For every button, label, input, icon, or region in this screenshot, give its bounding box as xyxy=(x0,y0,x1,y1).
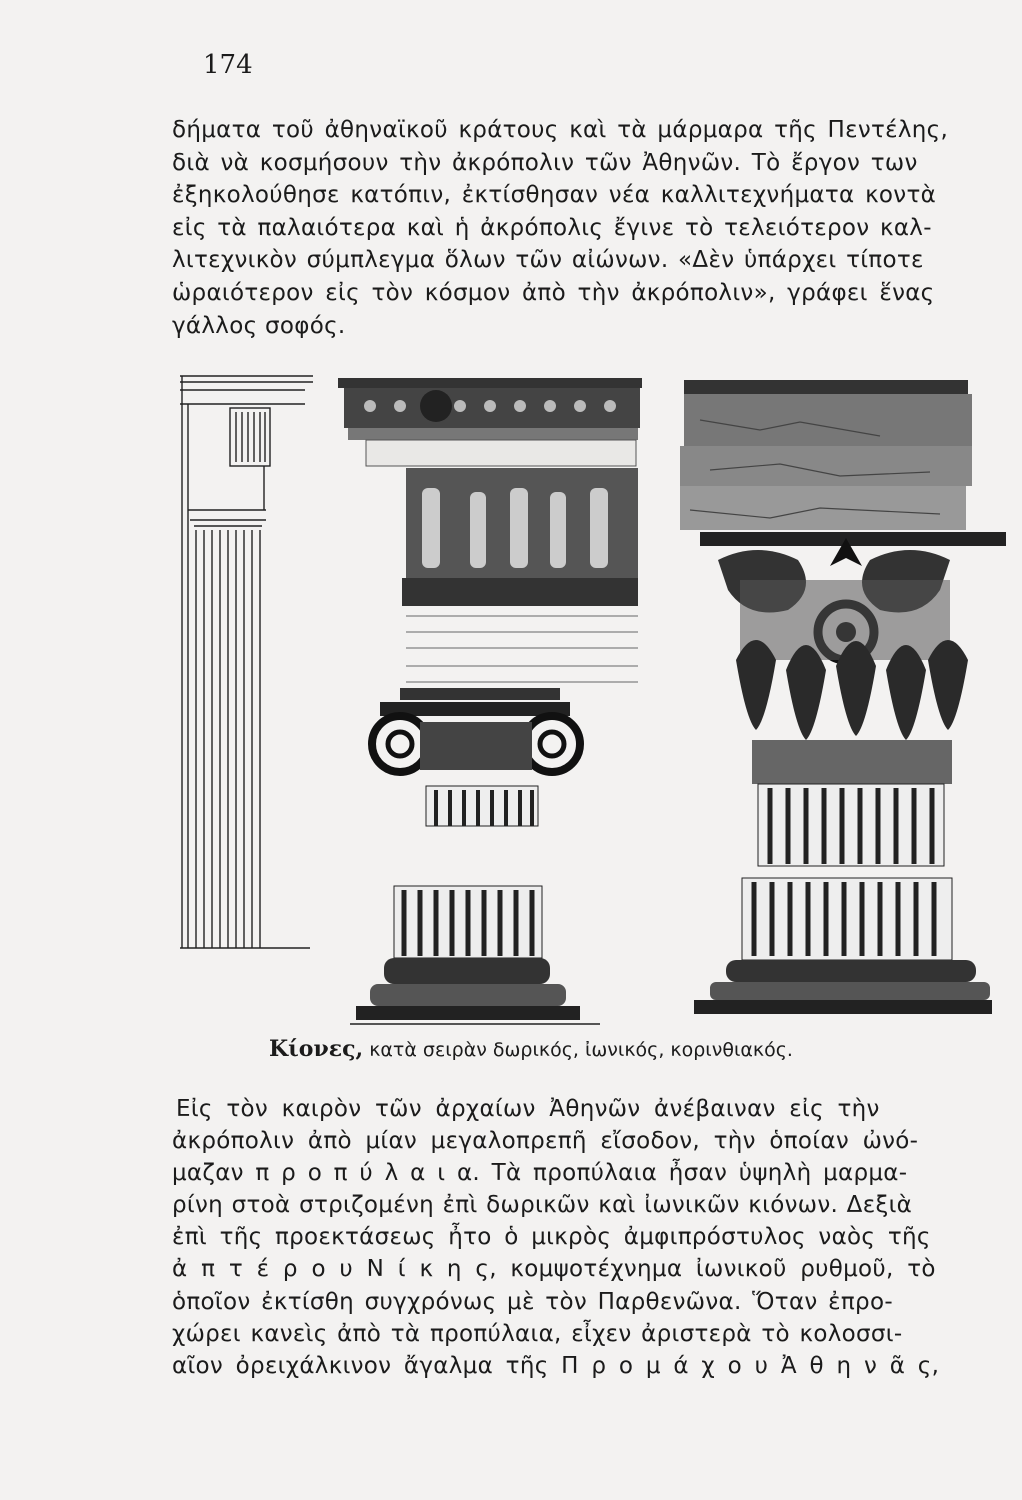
caption-title: Κίονες, xyxy=(269,1036,364,1062)
corinthian-column-illustration xyxy=(680,380,1006,1014)
text-line: αῖον ὀρειχάλκινον ἄγαλμα τῆς Π ρ ο μ ά χ ο υ Ἀ θ η ν ᾶ ς, xyxy=(172,1352,940,1379)
figure-caption xyxy=(269,1036,793,1062)
caption-text: κατὰ σειρὰν δωρικός, ἰωνικός, κορινθιακός. xyxy=(369,1039,793,1061)
top-paragraph xyxy=(172,114,990,342)
text-line: ρίνη στοὰ στριζομένη ἐπὶ δωρικῶν καὶ ἰωνικῶν κιόνων. Δεξιὰ xyxy=(172,1192,913,1219)
page-number: 174 xyxy=(203,50,253,80)
text-line: μαζαν π ρ ο π ύ λ α ι α. Τὰ προπύλαια ἦσαν ὑψηλὴ μαρμα- xyxy=(172,1160,908,1187)
text-line: χώρει κανεὶς ἀπὸ τὰ προπύλαια, εἶχεν ἀριστερὰ τὸ κολοσσι- xyxy=(172,1320,903,1347)
text-line: ἐπὶ τῆς προεκτάσεως ἦτο ὁ μικρὸς ἀμφιπρόστυλος ναὸς τῆς xyxy=(172,1224,931,1251)
text-line: ἀκρόπολιν ἀπὸ μίαν μεγαλοπρεπῆ εἴσοδον, τὴν ὁποίαν ὠνό- xyxy=(172,1128,919,1155)
text-line: δήματα τοῦ ἀθηναϊκοῦ κράτους καὶ τὰ μάρμαρα τῆς Πεντέλης, xyxy=(172,117,949,143)
bottom-paragraph xyxy=(172,1093,990,1382)
text-line: εἰς τὰ παλαιότερα καὶ ἡ ἀκρόπολις ἔγινε τὸ τελειότερον καλ- xyxy=(172,214,932,241)
text-line: Εἰς τὸν καιρὸν τῶν ἀρχαίων Ἀθηνῶν ἀνέβαιναν εἰς τὴν xyxy=(176,1096,880,1122)
text-line: ὁποῖον ἐκτίσθη συγχρόνως μὲ τὸν Παρθενῶνα. Ὅταν ἐπρο- xyxy=(172,1288,893,1315)
columns-figure xyxy=(170,370,1020,1040)
text-line: ὡραιότερον εἰς τὸν κόσμον ἀπὸ τὴν ἀκρόπολιν», γράφει ἕνας xyxy=(172,279,935,306)
text-line: ἐξηκολούθησε κατόπιν, ἐκτίσθησαν νέα καλλιτεχνήματα κοντὰ xyxy=(172,182,937,209)
text-line: ἀ π τ έ ρ ο υ Ν ί κ η ς, κομψοτέχνημα ἰωνικοῦ ρυθμοῦ, τὸ xyxy=(172,1256,936,1283)
doric-column-illustration xyxy=(180,376,313,948)
text-line: γάλλος σοφός. xyxy=(172,312,346,339)
text-line: λιτεχνικὸν σύμπλεγμα ὅλων τῶν αἰώνων. «Δὲν ὑπάρχει τίποτε xyxy=(172,247,924,274)
ionic-column-illustration xyxy=(338,378,642,1024)
text-line: διὰ νὰ κοσμήσουν τὴν ἀκρόπολιν τῶν Ἀθηνῶν. Τὸ ἔργον των xyxy=(172,149,918,176)
